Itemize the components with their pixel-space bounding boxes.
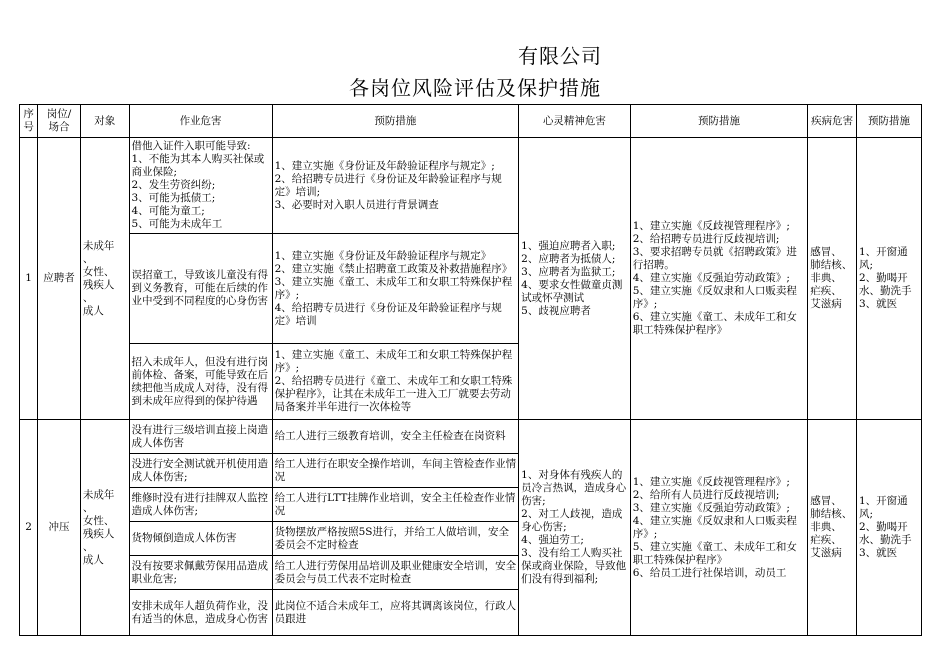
mental-hazard-cell: 1、对身体有残疾人的员冷言热讽，造成身心伤害; 2、对工人歧视，造成身心伤害; 4、强迫劳工; 3、没有给工人购买社保或商业保险，导致他们没有得到福利; bbox=[519, 420, 631, 636]
hazard-cell: 借他入证件入职可能导致: 1、不能为其本人购买社保或商业保险; 2、发生劳资纠纷; 3、可能为抵债工; 4、可能为童工; 5、可能为未成年工 bbox=[129, 138, 272, 234]
col-header-post: 岗位/ 场合 bbox=[38, 105, 81, 138]
col-header-target: 对象 bbox=[80, 105, 129, 138]
prevention-cell: 给工人进行LTT挂牌作业培训，安全主任检查作业情况 bbox=[272, 488, 519, 522]
hazard-cell: 误招童工，导致该儿童没有得到义务教育，可能在后续的作业中受到不同程度的心身伤害 bbox=[129, 234, 272, 344]
hazard-cell: 没有进行三级培训直接上岗造成人体伤害 bbox=[129, 420, 272, 454]
table-header-row bbox=[20, 105, 922, 138]
target-group: 未成年 、 女性、 残疾人 、 成人 bbox=[80, 138, 129, 420]
hazard-cell: 没有按要求佩戴劳保用品造成职业危害; bbox=[129, 556, 272, 590]
table-row bbox=[20, 138, 922, 234]
target-group: 未成年 、 女性、 残疾人 、 成人 bbox=[80, 420, 129, 636]
hazard-cell: 维修时没有进行挂牌双人监控造成人体伤害; bbox=[129, 488, 272, 522]
disease-prevention-cell: 1、开窗通风; 2、勤喝开水、勤洗手 3、就医 bbox=[856, 138, 921, 420]
table-row bbox=[20, 420, 922, 454]
mental-prevention-cell: 1、建立实施《反歧视管理程序》; 2、给招聘专员进行反歧视培训; 3、要求招聘专员就《招聘政策》进行招聘。 4、建立实施《反强迫劳动政策》; 5、建立实施《反奴隶和人口贩卖程序》; 6、建立实施《童工、未成年工和女职工特殊保护程序》 bbox=[630, 138, 808, 420]
hazard-cell: 货物倾倒造成人体伤害 bbox=[129, 522, 272, 556]
col-header-mental-prevention: 预防措施 bbox=[630, 105, 808, 138]
prevention-cell: 1、建立实施《身份证及年龄验证程序与规定》 2、建立实施《禁止招聘童工政策及补救措施程序》 3、建立实施《童工、未成年工和女职工特殊保护程序》; 4、给招聘专员进行《身份证及年龄验证程序与规定》培训 bbox=[272, 234, 519, 344]
risk-assessment-table bbox=[19, 104, 922, 636]
hazard-cell: 招入未成年人，但没有进行岗前体检、备案，可能导致在后续把他当成成人对待，没有得到未成年应得到的保护待遇 bbox=[129, 344, 272, 420]
disease-cell: 感冒、 肺结核、 非典、 疟疾、 艾滋病 bbox=[808, 420, 857, 636]
prevention-cell: 货物摆放严格按照5S进行，并给工人做培训，安全委员会不定时检查 bbox=[272, 522, 519, 556]
col-header-disease: 疾病危害 bbox=[808, 105, 857, 138]
document-title: 各岗位风险评估及保护措施 bbox=[349, 76, 601, 100]
hazard-cell: 没进行安全测试就开机使用造成人体伤害; bbox=[129, 454, 272, 488]
hazard-cell: 安排未成年人超负荷作业，没有适当的休息，造成身心伤害 bbox=[129, 590, 272, 636]
col-header-disease-prevention: 预防措施 bbox=[856, 105, 921, 138]
prevention-cell: 1、建立实施《童工、未成年工和女职工特殊保护程序》; 2、给招聘专员进行《童工、未成年工和女职工特殊保护程序》，让其在未成年工一进入工厂就要去劳动局备案并半年进行一次体检等 bbox=[272, 344, 519, 420]
prevention-cell: 此岗位不适合未成年工，应将其调离该岗位，行政人员跟进 bbox=[272, 590, 519, 636]
col-header-prevention: 预防措施 bbox=[272, 105, 519, 138]
col-header-no: 序 号 bbox=[20, 105, 38, 138]
disease-cell: 感冒、 肺结核、 非典、 疟疾、 艾滋病 bbox=[808, 138, 857, 420]
prevention-cell: 给工人进行劳保用品培训及职业健康安全培训，安全委员会与员工代表不定时检查 bbox=[272, 556, 519, 590]
row-number: 1 bbox=[20, 138, 38, 420]
company-name: 有限公司 bbox=[518, 44, 602, 68]
disease-prevention-cell: 1、开窗通风; 2、勤喝开水、勤洗手 3、就医 bbox=[856, 420, 921, 636]
post-name: 应聘者 bbox=[38, 138, 81, 420]
prevention-cell: 给工人进行三级教育培训，安全主任检查在岗资料 bbox=[272, 420, 519, 454]
post-name: 冲压 bbox=[38, 420, 81, 636]
prevention-cell: 给工人进行在职安全操作培训，车间主管检查作业情况 bbox=[272, 454, 519, 488]
row-number: 2 bbox=[20, 420, 38, 636]
mental-prevention-cell: 1、建立实施《反歧视管理程序》; 2、给所有人员进行反歧视培训; 3、建立实施《反强迫劳动政策》; 4、建立实施《反奴隶和人口贩卖程序》; 5、建立实施《童工、未成年工和女职工特殊保护程序》 6、给员工进行社保培训，动员工 bbox=[630, 420, 808, 636]
col-header-hazard: 作业危害 bbox=[129, 105, 272, 138]
col-header-mental-hazard: 心灵精神危害 bbox=[519, 105, 631, 138]
mental-hazard-cell: 1、强迫应聘者入职; 2、应聘者为抵债人; 3、应聘者为监狱工; 4、要求女性做童贞测试或怀孕测试 5、歧视应聘者 bbox=[519, 138, 631, 420]
prevention-cell: 1、建立实施《身份证及年龄验证程序与规定》; 2、给招聘专员进行《身份证及年龄验证程序与规定》培训; 3、必要时对入职人员进行背景调查 bbox=[272, 138, 519, 234]
